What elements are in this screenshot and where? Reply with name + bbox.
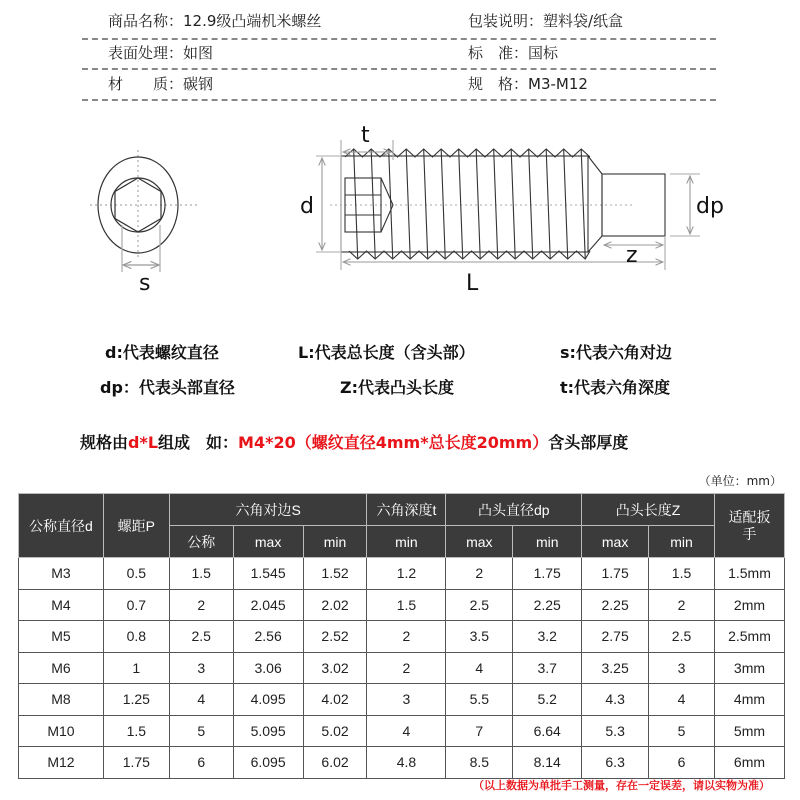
table-cell: 3mm xyxy=(714,652,784,684)
table-cell: 4 xyxy=(169,684,233,716)
table-cell: 5.02 xyxy=(303,715,367,747)
side-view xyxy=(316,140,700,270)
table-cell: 2.5mm xyxy=(714,621,784,653)
thread-line xyxy=(459,150,463,258)
table-cell: 1.75 xyxy=(513,558,582,590)
subheader-cell: max xyxy=(233,526,303,558)
table-cell: 2.25 xyxy=(513,589,582,621)
label-s: s xyxy=(139,271,151,296)
subheader-cell: min xyxy=(513,526,582,558)
table-cell: 3.02 xyxy=(303,652,367,684)
end-view xyxy=(90,150,200,272)
thread-line xyxy=(406,150,410,258)
table-row xyxy=(19,589,785,621)
subheader-cell: min xyxy=(367,526,446,558)
table-cell: 3.7 xyxy=(513,652,582,684)
table-cell: M10 xyxy=(19,715,104,747)
legend-d: d:代表螺纹直径 xyxy=(105,343,219,362)
table-cell: 3 xyxy=(367,684,446,716)
dimension-table xyxy=(18,493,785,779)
table-cell: 1.52 xyxy=(303,558,367,590)
table-cell: 2.5 xyxy=(649,621,715,653)
table-cell: 2 xyxy=(367,652,446,684)
table-cell: M3 xyxy=(19,558,104,590)
label-z: z xyxy=(626,243,638,268)
table-cell: 1 xyxy=(103,652,169,684)
table-cell: 1.5 xyxy=(367,589,446,621)
standard: 标 准：国标 xyxy=(468,44,559,62)
table-cell: 4 xyxy=(649,684,715,716)
table-cell: 3.5 xyxy=(446,621,513,653)
table-row xyxy=(19,715,785,747)
legend-t: t:代表六角深度 xyxy=(560,378,671,397)
table-cell: 1.5 xyxy=(649,558,715,590)
table-cell: 4.02 xyxy=(303,684,367,716)
legend-dp: dp：代表头部直径 xyxy=(100,378,235,397)
table-cell: 4 xyxy=(446,652,513,684)
spec-text: 含头部厚度 xyxy=(548,433,629,452)
material: 材 质：碳钢 xyxy=(108,75,214,93)
table-cell: 0.8 xyxy=(103,621,169,653)
table-cell: 8.5 xyxy=(446,747,513,779)
table-cell: 2 xyxy=(649,589,715,621)
table-row xyxy=(19,747,785,779)
subheader-cell: 公称 xyxy=(169,526,233,558)
label-L: L xyxy=(466,271,479,296)
table-cell: 5.095 xyxy=(233,715,303,747)
table-cell: 1.25 xyxy=(103,684,169,716)
table-cell: M6 xyxy=(19,652,104,684)
unit-label: （单位：mm） xyxy=(698,474,782,488)
table-row xyxy=(19,652,785,684)
table-cell: 0.5 xyxy=(103,558,169,590)
table-cell: 6mm xyxy=(714,747,784,779)
table-row xyxy=(19,621,785,653)
table-cell: 3 xyxy=(649,652,715,684)
table-cell: 7 xyxy=(446,715,513,747)
footer-disclaimer: （以上数据为单批手工测量，存在一定误差，请以实物为准） xyxy=(473,779,770,792)
table-cell: 1.5 xyxy=(103,715,169,747)
thread-line xyxy=(424,150,428,258)
label-d: d xyxy=(300,194,314,219)
table-cell: 6.02 xyxy=(303,747,367,779)
screw-diagram xyxy=(0,110,800,300)
table-cell: 1.75 xyxy=(582,558,649,590)
table-cell: 1.5mm xyxy=(714,558,784,590)
table-cell: 4 xyxy=(367,715,446,747)
table-cell: 1.545 xyxy=(233,558,303,590)
table-cell: 2.5 xyxy=(446,589,513,621)
table-cell: 3.06 xyxy=(233,652,303,684)
thread-line xyxy=(441,150,445,258)
table-cell: 2.5 xyxy=(169,621,233,653)
table-cell: 4.3 xyxy=(582,684,649,716)
table-cell: 6.64 xyxy=(513,715,582,747)
table-cell: 5mm xyxy=(714,715,784,747)
table-cell: 6 xyxy=(649,747,715,779)
label-t: t xyxy=(361,123,370,148)
packaging: 包装说明：塑料袋/纸盒 xyxy=(468,12,624,30)
size-range: 规 格：M3-M12 xyxy=(468,75,588,93)
table-row xyxy=(19,558,785,590)
table-cell: 2 xyxy=(367,621,446,653)
thread-line xyxy=(529,150,533,258)
table-cell: 5 xyxy=(169,715,233,747)
spec-text: 组成 如： xyxy=(158,433,239,452)
table-cell: M8 xyxy=(19,684,104,716)
subheader-cell: min xyxy=(303,526,367,558)
table-cell: 5.3 xyxy=(582,715,649,747)
legend-z: Z:代表凸头长度 xyxy=(340,378,455,397)
table-cell: 3.25 xyxy=(582,652,649,684)
table-cell: 5.2 xyxy=(513,684,582,716)
table-cell: 1.75 xyxy=(103,747,169,779)
table-cell: 2 xyxy=(169,589,233,621)
subheader-cell: max xyxy=(446,526,513,558)
header-wrench: 适配扳手 xyxy=(714,494,784,558)
thread-line xyxy=(546,150,550,258)
table-cell: 4mm xyxy=(714,684,784,716)
header-hex-size: 六角对边S xyxy=(169,494,367,526)
spec-example: M4*20（螺纹直径4mm*总长度20mm） xyxy=(238,433,549,452)
table-cell: 2 xyxy=(446,558,513,590)
table-cell: 1.2 xyxy=(367,558,446,590)
table-cell: 5.5 xyxy=(446,684,513,716)
table-cell: M12 xyxy=(19,747,104,779)
table-row xyxy=(19,684,785,716)
table-cell: 0.7 xyxy=(103,589,169,621)
table-cell: 4.095 xyxy=(233,684,303,716)
table-cell: 4.8 xyxy=(367,747,446,779)
divider xyxy=(82,38,716,40)
table-cell: 2.52 xyxy=(303,621,367,653)
product-name: 商品名称：12.9级凸端机米螺丝 xyxy=(108,12,322,30)
thread-line xyxy=(371,150,375,258)
header-nominal-diameter: 公称直径d xyxy=(19,494,104,558)
legend-s: s:代表六角对边 xyxy=(560,343,672,362)
table-cell: 6 xyxy=(169,747,233,779)
header-dog-length: 凸头长度Z xyxy=(582,494,715,526)
spec-text: 规格由 xyxy=(80,433,129,452)
header-dog-diameter: 凸头直径dp xyxy=(446,494,582,526)
header-hex-depth: 六角深度t xyxy=(367,494,446,526)
table-cell: 2.25 xyxy=(582,589,649,621)
table-cell: 2.56 xyxy=(233,621,303,653)
thread-line xyxy=(511,150,515,258)
table-cell: 6.095 xyxy=(233,747,303,779)
divider xyxy=(82,99,716,101)
table-cell: 3 xyxy=(169,652,233,684)
thread-line xyxy=(581,150,585,258)
table-cell: M4 xyxy=(19,589,104,621)
divider xyxy=(82,68,716,70)
table-cell: 8.14 xyxy=(513,747,582,779)
thread-line xyxy=(564,150,568,258)
table-cell: 1.5 xyxy=(169,558,233,590)
table-cell: 5 xyxy=(649,715,715,747)
table-cell: M5 xyxy=(19,621,104,653)
surface-treatment: 表面处理：如图 xyxy=(108,44,214,62)
table-cell: 2.75 xyxy=(582,621,649,653)
table-cell: 2.045 xyxy=(233,589,303,621)
table-cell: 2mm xyxy=(714,589,784,621)
table-cell: 6.3 xyxy=(582,747,649,779)
table-cell: 2.02 xyxy=(303,589,367,621)
header-pitch: 螺距P xyxy=(103,494,169,558)
legend-L: L:代表总长度（含头部） xyxy=(298,343,475,362)
label-dp: dp xyxy=(696,194,724,219)
thread-line xyxy=(354,150,358,258)
spec-note xyxy=(80,430,628,453)
subheader-cell: min xyxy=(649,526,715,558)
thread-line xyxy=(476,150,480,258)
thread-line xyxy=(494,150,498,258)
spec-formula: d*L xyxy=(128,433,159,452)
subheader-cell: max xyxy=(582,526,649,558)
table-cell: 3.2 xyxy=(513,621,582,653)
